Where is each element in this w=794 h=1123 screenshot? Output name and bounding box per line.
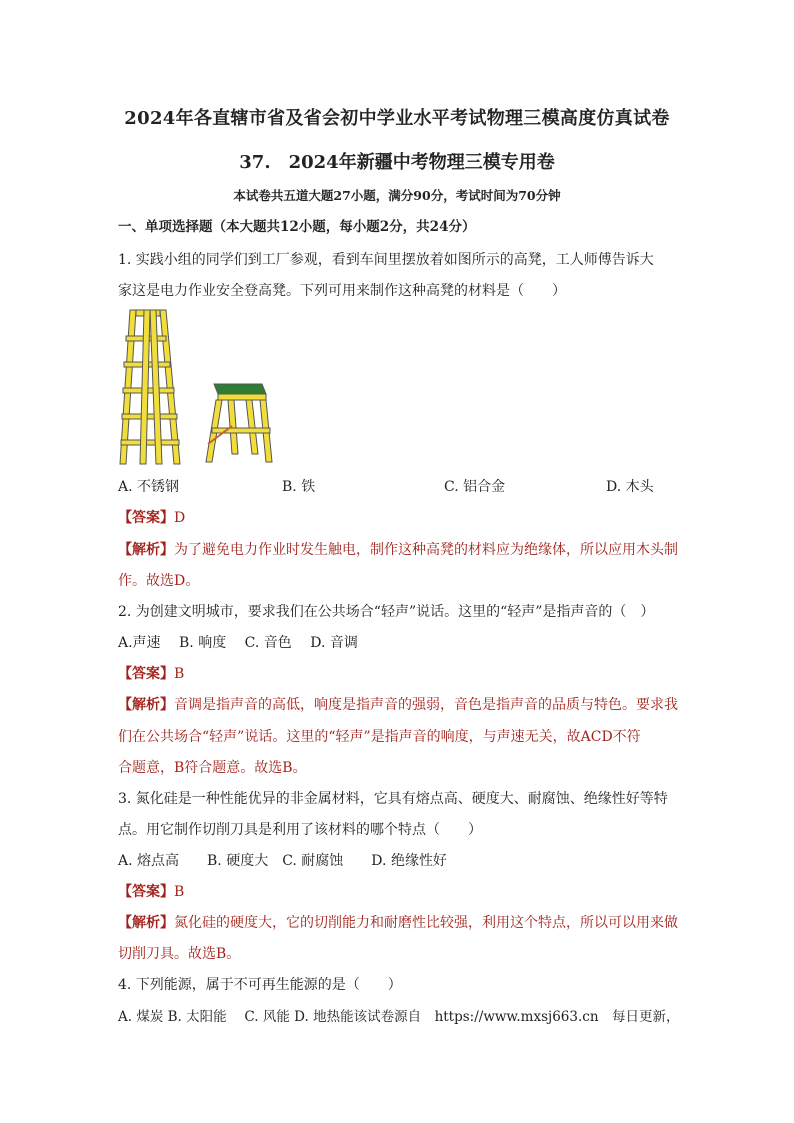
q1-option-d[interactable]: D. 木头 bbox=[606, 479, 654, 495]
answer-tag: 【答案】 bbox=[118, 666, 174, 682]
q1-analysis-line2: 作。故选D。 bbox=[118, 573, 200, 589]
ladder-and-stool-figure bbox=[116, 304, 282, 470]
q2-options: A.声速 B. 响度 C. 音色 D. 音调 bbox=[118, 635, 358, 651]
q2-answer bbox=[118, 664, 698, 684]
q3-analysis-line1 bbox=[118, 913, 698, 933]
q1-stem-line2: 家这是电力作业安全登高凳。下列可用来制作这种高凳的材料是（ ） bbox=[118, 283, 566, 299]
q1-stem-line1: 1. 实践小组的同学们到工厂参观，看到车间里摆放着如图所示的高凳，工人师傅告诉大 bbox=[118, 252, 654, 268]
q2-analysis-line3: 合题意，B符合题意。故选B。 bbox=[118, 760, 307, 776]
exam-info: 本试卷共五道大题27小题，满分90分，考试时间为70分钟 bbox=[233, 188, 561, 203]
tall-ladder-icon bbox=[120, 310, 180, 464]
q3-stem-line1: 3. 氮化硅是一种性能优异的非金属材料，它具有熔点高、硬度大、耐腐蚀、绝缘性好等特 bbox=[118, 791, 668, 807]
q3-stem-line2: 点。用它制作切削刀具是利用了该材料的哪个特点（ ） bbox=[118, 822, 482, 838]
q1-analysis-line1 bbox=[118, 540, 698, 560]
exam-subtitle: 37. 2024年新疆中考物理三模专用卷 bbox=[239, 152, 555, 173]
answer-tag: 【答案】 bbox=[118, 884, 174, 900]
q3-answer bbox=[118, 882, 698, 902]
q3-analysis-text1: 氮化硅的硬度大，它的切削能力和耐磨性比较强，利用这个特点，所以可以用来做 bbox=[174, 915, 678, 931]
analysis-tag: 【解析】 bbox=[118, 542, 174, 558]
q2-analysis-line2: 们在公共场合“轻声”说话。这里的“轻声”是指声音的响度，与声速无关，故ACD不符 bbox=[118, 729, 641, 745]
q1-option-b[interactable]: B. 铁 bbox=[282, 479, 316, 495]
q4-stem-line1: 4. 下列能源，属于不可再生能源的是（ ） bbox=[118, 977, 402, 993]
q2-analysis-text1: 音调是指声音的高低，响度是指声音的强弱，音色是指声音的品质与特色。要求我 bbox=[174, 697, 678, 713]
analysis-tag: 【解析】 bbox=[118, 697, 174, 713]
q1-option-c[interactable]: C. 铝合金 bbox=[444, 479, 506, 495]
q1-answer-value: D bbox=[174, 510, 186, 526]
section-heading: 一、单项选择题（本大题共12小题，每小题2分，共24分） bbox=[118, 219, 476, 235]
q2-stem-line1: 2. 为创建文明城市，要求我们在公共场合“轻声”说话。这里的“轻声”是指声音的（ ） bbox=[118, 604, 655, 620]
q1-options bbox=[118, 477, 698, 497]
step-stool-icon bbox=[206, 384, 272, 462]
exam-title: 2024年各直辖市省及省会初中学业水平考试物理三模高度仿真试卷 bbox=[124, 108, 670, 129]
q1-answer bbox=[118, 508, 698, 528]
answer-tag: 【答案】 bbox=[118, 510, 174, 526]
q3-options: A. 熔点高 B. 硬度大 C. 耐腐蚀 D. 绝缘性好 bbox=[118, 853, 447, 869]
analysis-tag: 【解析】 bbox=[118, 915, 174, 931]
q1-analysis-text1: 为了避免电力作业时发生触电，制作这种高凳的材料应为绝缘体，所以应用木头制 bbox=[174, 542, 678, 558]
q3-analysis-line2: 切削刀具。故选B。 bbox=[118, 946, 241, 962]
q2-answer-value: B bbox=[174, 666, 185, 682]
q2-analysis-line1 bbox=[118, 695, 698, 715]
q1-option-a[interactable]: A. 不锈钢 bbox=[118, 479, 180, 495]
q4-options: A. 煤炭 B. 太阳能 C. 风能 D. 地热能该试卷源自 https://www.mxsj663.cn 每日更新， bbox=[118, 1009, 680, 1025]
q3-answer-value: B bbox=[174, 884, 185, 900]
